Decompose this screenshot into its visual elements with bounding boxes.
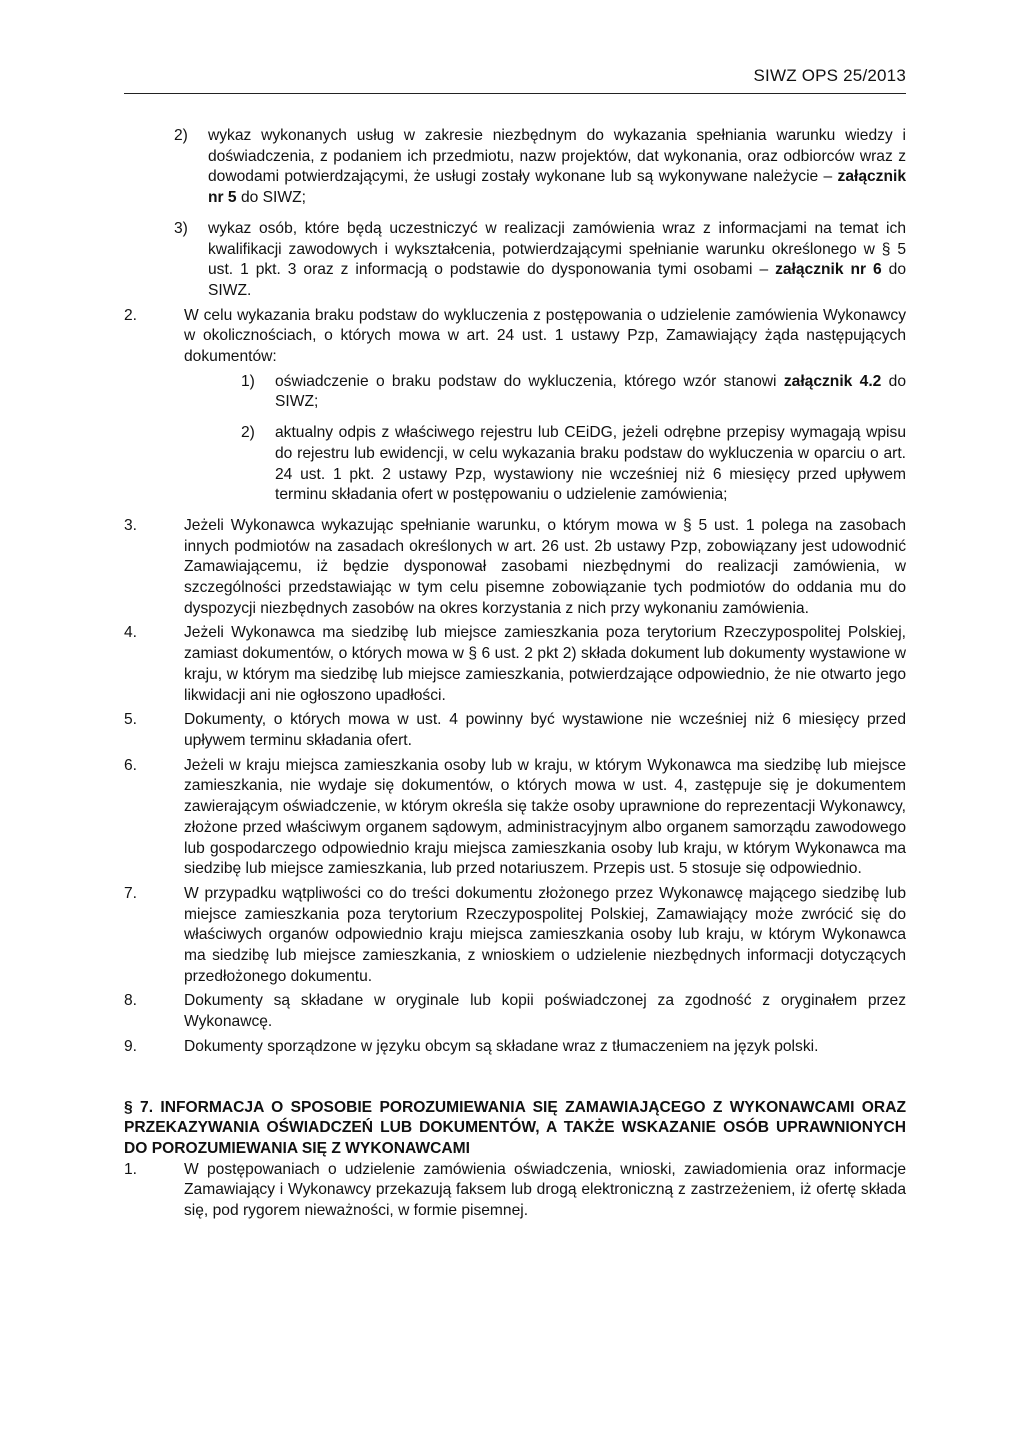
list-item <box>124 306 906 368</box>
item-number: 2) <box>174 127 188 144</box>
item-text: Jeżeli Wykonawca wykazując spełnianie warunku, o którym mowa w § 5 ust. 1 polega na zasobach innych podmiotów na zasadach określonych w art. 26 ust. 2b ustawy Pzp, zobowiązany jest udowodnić Zamawiającemu, iż będzie dysponował zasobami niezbędnymi do realizacji zamówienia, w szczególności przedstawiając w tym celu pisemne zobowiązanie tych podmiotów do oddania mu do dyspozycji niezbędnych zasobów na okres korzystania z nich przy wykonaniu zamówienia. <box>184 516 906 617</box>
list-item <box>124 1037 906 1058</box>
section-heading: § 7. INFORMACJA O SPOSOBIE POROZUMIEWANIA SIĘ ZAMAWIAJĄCEGO Z WYKONAWCAMI ORAZ PRZEKAZYWANIA OŚWIADCZEŃ LUB DOKUMENTÓW, A TAKŻE WSKAZANIE OSÓB UPRAWNIONYCH DO POROZUMIEWANIA SIĘ Z WYKONAWCAMI <box>124 1098 906 1157</box>
item-text: W postępowaniach o udzielenie zamówienia oświadczenia, wnioski, zawiadomienia oraz informacje Zamawiający i Wykonawcy przekazują faksem lub drogą elektroniczną z zastrzeżeniem, iż ofertę składa się, pod rygorem nieważności, w formie pisemnej. <box>184 1160 906 1220</box>
item-text: Dokumenty sporządzone w języku obcym są składane wraz z tłumaczeniem na język polski. <box>184 1037 819 1055</box>
list-item <box>124 756 906 880</box>
document-id-header: SIWZ OPS 25/2013 <box>753 66 906 85</box>
item-text: aktualny odpis z właściwego rejestru lub CEiDG, jeżeli odrębne przepisy wymagają wpisu do rejestru lub ewidencji, w celu wykazania braku podstaw do wykluczenia w oparciu o art. 24 ust. 1 pkt. 2 ustawy Pzp, wystawiony nie wcześniej niż 6 miesięcy przed upływem terminu składania ofert w postępowaniu o udzielenie zamówienia; <box>275 424 906 504</box>
list-item <box>124 126 906 209</box>
item-text <box>208 219 906 302</box>
item-text-main: wykaz wykonanych usług w zakresie niezbędnym do wykazania spełniania warunku wiedzy i doświadczenia, z podaniem ich przedmiotu, nazw projektów, dat wykonania, oraz odbiorców wraz z dowodami potwierdzającymi, że usługi zostały wykonane lub są wykonywane należycie – <box>208 127 906 186</box>
item-number: 1. <box>124 1160 138 1178</box>
item-number: 2. <box>124 306 138 324</box>
item-number: 9. <box>124 1037 138 1055</box>
item-text: W przypadku wątpliwości co do treści dokumentu złożonego przez Wykonawcę mającego siedzibę lub miejsce zamieszkania poza terytorium Rzeczypospolitej Polskiej, Zamawiający może zwrócić się do właściwych organów odpowiednio kraju miejsca zamieszkania osoby lub kraju, w którym Wykonawca ma siedzibę lub miejsce zamieszkania, z wnioskiem o udzielenie niezbędnych informacji dotyczących przedłożonego dokumentu. <box>184 884 906 985</box>
item-text-main: wykaz osób, które będą uczestniczyć w realizacji zamówienia wraz z informacjami na temat ich kwalifikacji zawodowych i wykształcenia, potwierdzającymi spełnianie warunku określonego w § 5 ust. 1 pkt. 3 oraz z informacją o podstawie do dysponowania tymi osobami – <box>208 219 906 279</box>
item-number: 8. <box>124 992 138 1010</box>
item-number: 7. <box>124 884 138 902</box>
item-text: Jeżeli Wykonawca ma siedzibę lub miejsce zamieszkania poza terytorium Rzeczypospolitej Polskiej, zamiast dokumentów, o których mowa w § 6 ust. 2 pkt 2) składa dokument lub dokumenty wystawione w kraju, w którym ma siedzibę lub miejsce zamieszkania, potwierdzające odpowiednio, że nie otwarto jego likwidacji ani nie ogłoszono upadłości. <box>184 624 906 704</box>
item-text-tail: do SIWZ; <box>236 189 306 207</box>
item-text: W celu wykazania braku podstaw do wykluczenia z postępowania o udzielenie zamówienia Wykonawcy w okolicznościach, o których mowa w art. 24 ust. 1 ustawy Pzp, Zamawiający żąda następujących dokumentów: <box>184 306 906 366</box>
header-divider <box>124 93 906 94</box>
list-item <box>124 710 906 751</box>
item-text: Dokumenty, o których mowa w ust. 4 powinny być wystawione nie wcześniej niż 6 miesięcy przed upływem terminu składania ofert. <box>184 711 906 749</box>
item-text-tail: do SIWZ. <box>208 261 906 299</box>
item-number: 5. <box>124 711 138 729</box>
item-number: 3. <box>124 516 138 534</box>
document-body <box>124 126 906 1222</box>
item-text: Dokumenty są składane w oryginale lub kopii poświadczonej za zgodność z oryginałem przez Wykonawcę. <box>184 992 906 1031</box>
item-number: 1) <box>241 372 255 390</box>
list-item <box>124 884 906 988</box>
sub-list-item <box>124 372 906 413</box>
list-item <box>124 623 906 706</box>
list-item <box>124 219 906 302</box>
item-text-bold: załącznik nr 6 <box>775 261 882 279</box>
item-text-main: oświadczenie o braku podstaw do wykluczenia, którego wzór stanowi <box>275 372 784 390</box>
item-text-tail: do SIWZ; <box>275 372 907 411</box>
item-text-bold: załącznik 4.2 <box>783 372 882 390</box>
item-text-bold: załącznik nr 5 <box>208 168 906 207</box>
list-item <box>124 1160 906 1222</box>
item-text: Jeżeli w kraju miejsca zamieszkania osoby lub w kraju, w którym Wykonawca ma siedzibę lub miejsce zamieszkania, nie wydaje się dokumentów, o których mowa w ust. 4, zastępuje się je dokumentem zawierającym oświadczenie, w którym określa się także osoby uprawnione do reprezentacji Wykonawcy, złożone przed właściwym organem sądowym, administracyjnym albo organem samorządu zawodowego lub gospodarczego odpowiednio kraju miejsca zamieszkania osoby lub kraju, w którym Wykonawca ma siedzibę lub miejsce zamieszkania, lub przed notariuszem. Przepis ust. 5 stosuje się odpowiednio. <box>184 756 906 878</box>
item-number: 4. <box>124 624 138 642</box>
sub-list-item <box>124 423 906 506</box>
item-text <box>275 372 906 413</box>
list-item <box>124 516 906 620</box>
item-text <box>208 126 906 209</box>
item-number: 2) <box>241 424 255 442</box>
item-number: 3) <box>174 219 188 237</box>
list-item <box>124 991 906 1032</box>
item-number: 6. <box>124 756 138 774</box>
